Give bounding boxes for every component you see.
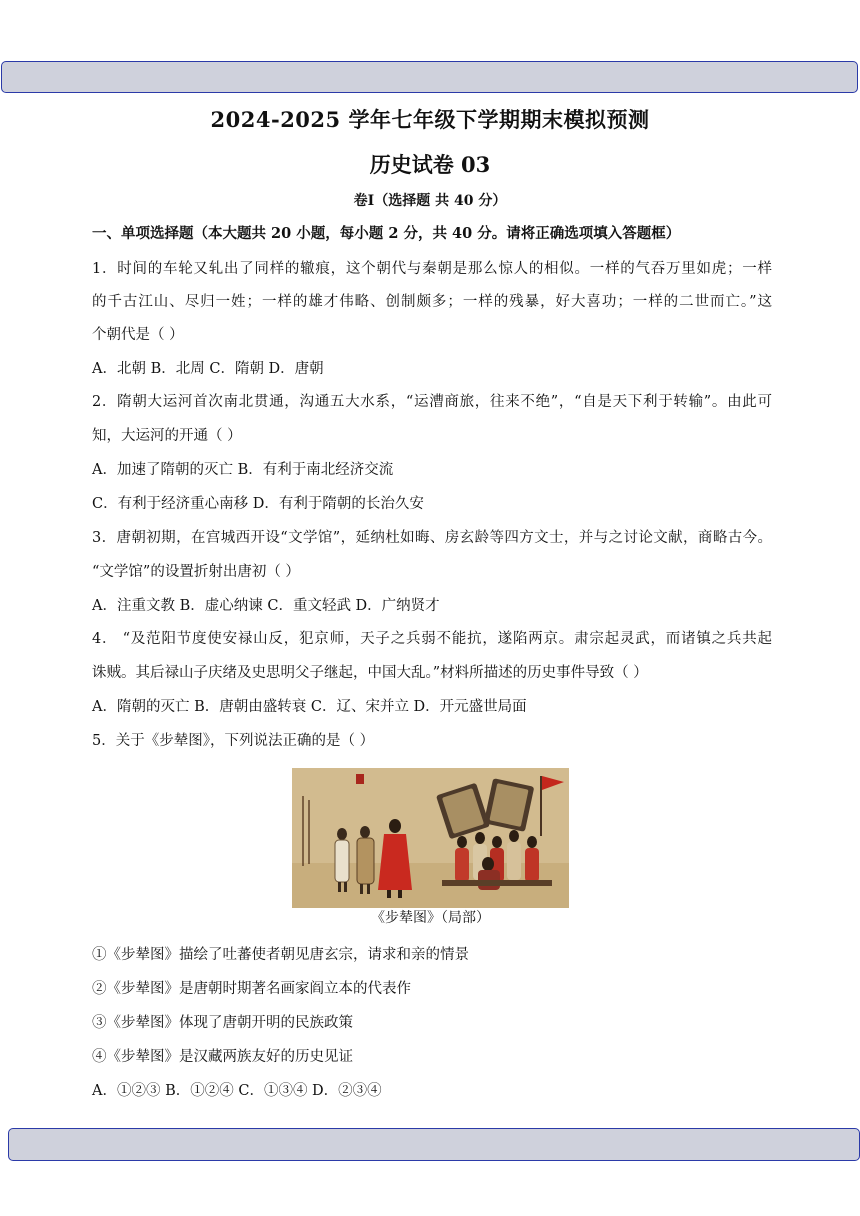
q5-line-1: 5．关于《步辇图》，下列说法正确的是（ ）: [92, 733, 375, 749]
section-label: 卷Ⅰ（选择题 共 40 分）: [353, 193, 507, 209]
q4-options: A．隋朝的灭亡 B．唐朝由盛转衰 C．辽、宋并立 D．开元盛世局面: [92, 699, 527, 715]
q2-line-1: 2．隋朝大运河首次南北贯通，沟通五大水系，“运漕商旅，往来不绝”，“自是天下利于转输”。由此可: [92, 394, 772, 410]
part-heading: 一、单项选择题（本大题共 20 小题，每小题 2 分，共 40 分。请将正确选项填入答题框）: [92, 225, 681, 242]
q5-statement-3: ③《步辇图》体现了唐朝开明的民族政策: [92, 1015, 353, 1031]
q1-line-2: 的千古江山、尽归一姓；一样的雄才伟略、创制颇多；一样的残暴，好大喜功；一样的二世而亡。”这: [92, 294, 772, 310]
q3-line-1: 3．唐朝初期，在宫城西开设“文学馆”，延纳杜如晦、房玄龄等四方文士，并与之讨论文献，商略古今。: [92, 530, 772, 546]
q2-line-2: 知，大运河的开通（ ）: [92, 428, 242, 444]
q2-options-2: C．有利于经济重心南移 D．有利于隋朝的长治久安: [92, 496, 424, 512]
exam-title: 2024-2025 学年七年级下学期期末模拟预测: [210, 107, 650, 132]
q3-line-2: “文学馆”的设置折射出唐初（ ）: [92, 564, 300, 580]
exam-subtitle: 历史试卷 03: [369, 152, 491, 177]
q5-statement-4: ④《步辇图》是汉藏两族友好的历史见证: [92, 1049, 353, 1065]
header-banner: [1, 61, 858, 93]
q3-options: A．注重文教 B．虚心纳谏 C．重文轻武 D．广纳贤才: [92, 598, 440, 614]
q5-statement-2: ②《步辇图》是唐朝时期著名画家阎立本的代表作: [92, 981, 411, 997]
q1-line-1: 1．时间的车轮又轧出了同样的辙痕，这个朝代与秦朝是那么惊人的相似。一样的气吞万里如虎；一样: [92, 261, 772, 277]
painting-caption: 《步辇图》（局部）: [371, 910, 490, 926]
q1-options: A．北朝 B．北周 C．隋朝 D．唐朝: [92, 361, 324, 377]
q4-line-2: 诛贼。其后禄山子庆绪及史思明父子继起，中国大乱。”材料所描述的历史事件导致（ ）: [92, 665, 648, 681]
painting-illustration: [292, 768, 569, 908]
q5-statement-1: ①《步辇图》描绘了吐蕃使者朝见唐玄宗，请求和亲的情景: [92, 947, 469, 963]
painting-image: [292, 768, 569, 908]
footer-banner: [8, 1128, 860, 1161]
q2-options-1: A．加速了隋朝的灭亡 B．有利于南北经济交流: [92, 462, 394, 478]
q5-options: A．①②③ B．①②④ C．①③④ D．②③④: [92, 1083, 382, 1099]
q1-line-3: 个朝代是（ ）: [92, 327, 184, 343]
q4-line-1: 4． “及范阳节度使安禄山反，犯京师，天子之兵弱不能抗，遂陷两京。肃宗起灵武，而诸镇之兵共起: [92, 631, 772, 647]
